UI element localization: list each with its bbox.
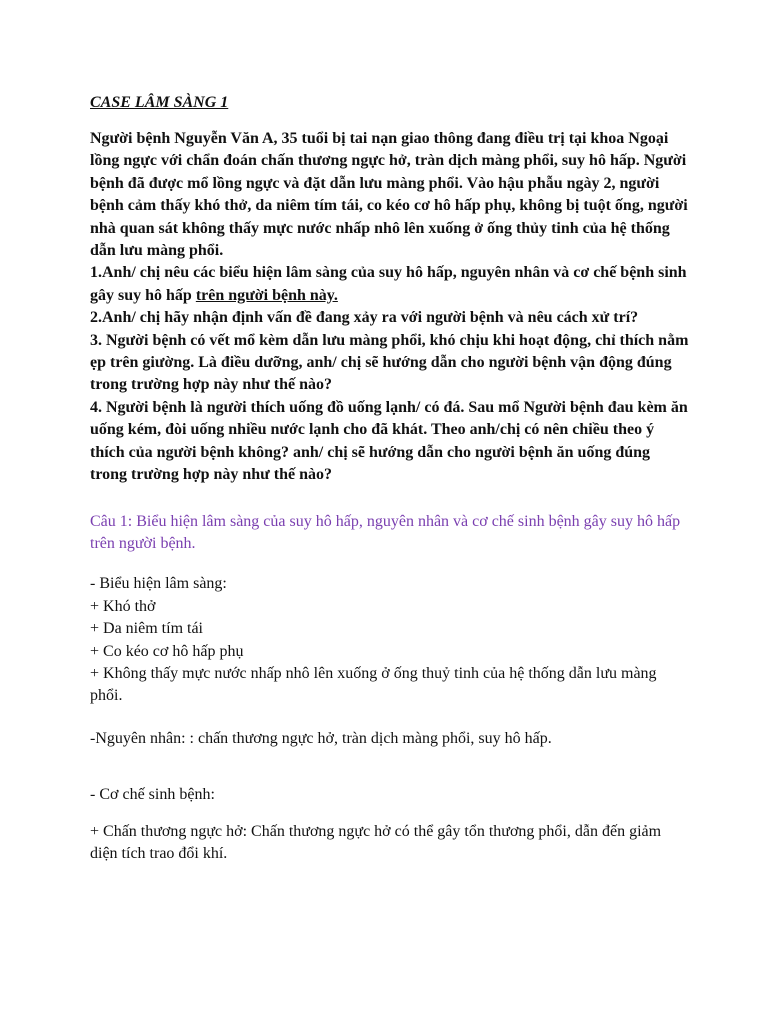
answer-heading: Câu 1: Biểu hiện lâm sàng của suy hô hấp, nguyên nhân và cơ chế sinh bệnh gây suy hô hấp trên người bệnh. bbox=[90, 512, 681, 552]
clinical-item: + Da niêm tím tái bbox=[90, 620, 203, 638]
question-4: 4. Người bệnh là người thích uống đồ uống lạnh/ có đá. Sau mổ Người bệnh đau kèm ăn uống kém, đòi uống nhiều nước lạnh cho đã khát. Theo anh/chị có nên chiều theo ý thích của người bệnh không? anh/ chị sẽ hướng dẫn cho người bệnh ăn uống đúng trong trường hợp này như thế nào? bbox=[90, 398, 688, 484]
clinical-section bbox=[90, 573, 690, 707]
clinical-item: + Co kéo cơ hô hấp phụ bbox=[90, 642, 244, 660]
mechanism-item: + Chấn thương ngực hở: Chấn thương ngực hở có thể gây tổn thương phổi, dẫn đến giảm diện tích trao đổi khí. bbox=[90, 822, 662, 862]
cause-line: -Nguyên nhân: : chấn thương ngực hở, tràn dịch màng phổi, suy hô hấp. bbox=[90, 729, 552, 747]
question-1-text: 1.Anh/ chị nêu các biểu hiện lâm sàng của suy hô hấp, nguyên nhân và cơ chế bệnh sinh gây suy hô hấp bbox=[90, 264, 687, 304]
answer-section bbox=[90, 511, 690, 866]
question-3: 3. Người bệnh có vết mổ kèm dẫn lưu màng phổi, khó chịu khi hoạt động, chỉ thích nằm ẹp trên giường. Là điều dưỡng, anh/ chị sẽ hướng dẫn cho người bệnh vận động đúng trong trường hợp này như thế nào? bbox=[90, 331, 689, 394]
question-1-underlined: trên người bệnh này. bbox=[195, 286, 338, 304]
case-description bbox=[90, 128, 690, 487]
clinical-item: + Khó thở bbox=[90, 597, 156, 615]
question-1 bbox=[90, 262, 690, 307]
document-body bbox=[90, 92, 690, 865]
case-title: CASE LÂM SÀNG 1 bbox=[90, 94, 229, 111]
case-intro: Người bệnh Nguyễn Văn A, 35 tuổi bị tai nạn giao thông đang điều trị tại khoa Ngoại lồng ngực với chẩn đoán chấn thương ngực hở, tràn dịch màng phổi, suy hô hấp. Người bệnh đã được mổ lồng ngực và đặt dẫn lưu màng phổi. Vào hậu phẫu ngày 2, người bệnh cảm thấy khó thở, da niêm tím tái, co kéo cơ hô hấp phụ, không bị tuột ống, người nhà quan sát không thấy mực nước nhấp nhô lên xuống ở ống thủy tinh của hệ thống dẫn lưu màng phổi. bbox=[90, 130, 688, 260]
clinical-title: - Biểu hiện lâm sàng: bbox=[90, 575, 227, 593]
mechanism-title: - Cơ chế sinh bệnh: bbox=[90, 786, 215, 804]
clinical-item: + Không thấy mực nước nhấp nhô lên xuống ở ống thuỷ tinh của hệ thống dẫn lưu màng phổi. bbox=[90, 664, 657, 705]
question-2: 2.Anh/ chị hãy nhận định vấn đề đang xảy ra với người bệnh và nêu cách xử trí? bbox=[90, 309, 639, 327]
